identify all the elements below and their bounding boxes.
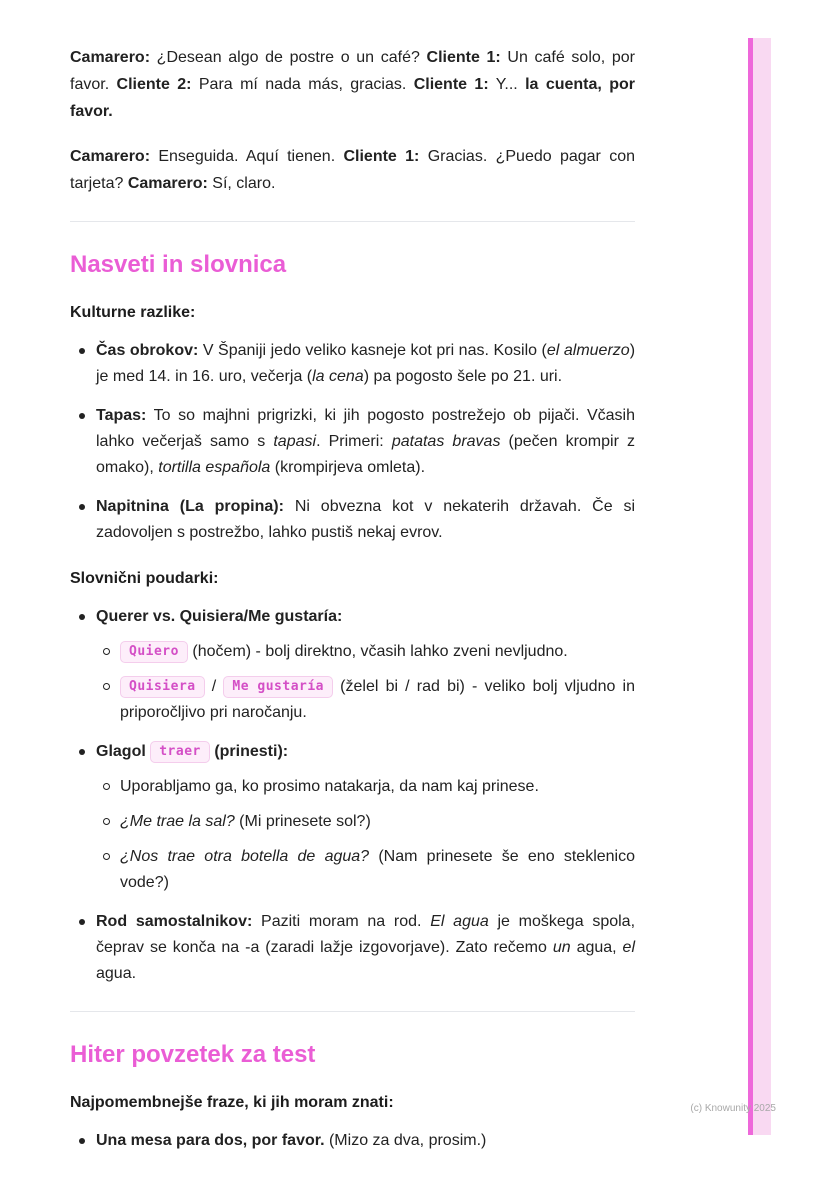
list-item-lead: Rod samostalnikov: Paziti moram na rod. El agua je moškega spola, čeprav se konča na -a (zaradi lažje izgovorjave). Zato rečemo un agua, el agua.	[96, 913, 636, 982]
culture-subheading: Kulturne razlike:	[70, 304, 196, 321]
list-item	[96, 604, 635, 726]
phrases-subheading: Najpomembnejše fraze, ki jih moram znati:	[70, 1094, 394, 1111]
list-item	[96, 739, 635, 896]
grammar-subheading: Slovnični poudarki:	[70, 570, 219, 587]
sublist-item: Quisiera / Me gustaría (želel bi / rad bi) - veliko bolj vljudno in priporočljivo pri naročanju.	[120, 674, 635, 726]
code-pill: Quisiera	[120, 676, 205, 698]
section-divider	[70, 1011, 635, 1012]
page-edge-highlight	[748, 38, 771, 1135]
section2-heading: Hiter povzetek za test	[70, 1041, 316, 1068]
sublist-item: ¿Me trae la sal? (Mi prinesete sol?)	[120, 809, 635, 835]
list-item: Napitnina (La propina): Ni obvezna kot v nekaterih državah. Če si zadovoljen s postrežbo, lahko pustiš nekaj evrov.	[96, 494, 635, 546]
grammar-list	[70, 604, 635, 987]
list-item-lead: Querer vs. Quisiera/Me gustaría:	[96, 608, 343, 625]
section1-heading: Nasveti in slovnica	[70, 251, 287, 278]
code-pill: traer	[150, 741, 210, 763]
list-item	[96, 909, 635, 987]
list-item: Tapas: To so majhni prigrizki, ki jih pogosto postrežejo ob pijači. Včasih lahko večerjaš samo s tapasi. Primeri: patatas bravas (pečen krompir z omako), tortilla española (krompirjeva omleta).	[96, 403, 635, 481]
sublist	[96, 774, 635, 896]
code-pill: Me gustaría	[223, 676, 333, 698]
list-item: Una mesa para dos, por favor. (Mizo za dva, prosim.)	[96, 1128, 635, 1154]
sublist-item: Quiero (hočem) - bolj direktno, včasih lahko zveni nevljudno.	[120, 639, 635, 665]
dialogue-paragraph-2: Camarero: Enseguida. Aquí tienen. Cliente 1: Gracias. ¿Puedo pagar con tarjeta? Camarero: Sí, claro.	[70, 148, 636, 192]
sublist-item: ¿Nos trae otra botella de agua? (Nam prinesete še eno steklenico vode?)	[120, 844, 635, 896]
code-pill: Quiero	[120, 641, 188, 663]
copyright-watermark: (c) Knowunity 2025	[690, 1103, 776, 1114]
dialogue-paragraph-1: Camarero: ¿Desean algo de postre o un café? Cliente 1: Un café solo, por favor. Cliente 2: Para mí nada más, gracias. Cliente 1: Y... la cuenta, por favor.	[70, 49, 636, 120]
sublist	[96, 639, 635, 726]
section-divider	[70, 221, 635, 222]
document-content	[70, 0, 635, 1178]
phrases-list	[70, 1128, 635, 1154]
list-item: Čas obrokov: V Španiji jedo veliko kasneje kot pri nas. Kosilo (el almuerzo) je med 14. in 16. uro, večerja (la cena) pa pogosto šele po 21. uri.	[96, 338, 635, 390]
sublist-item: Uporabljamo ga, ko prosimo natakarja, da nam kaj prinese.	[120, 774, 635, 800]
list-item-lead: Glagol traer (prinesti):	[96, 739, 635, 765]
culture-list	[70, 338, 635, 546]
